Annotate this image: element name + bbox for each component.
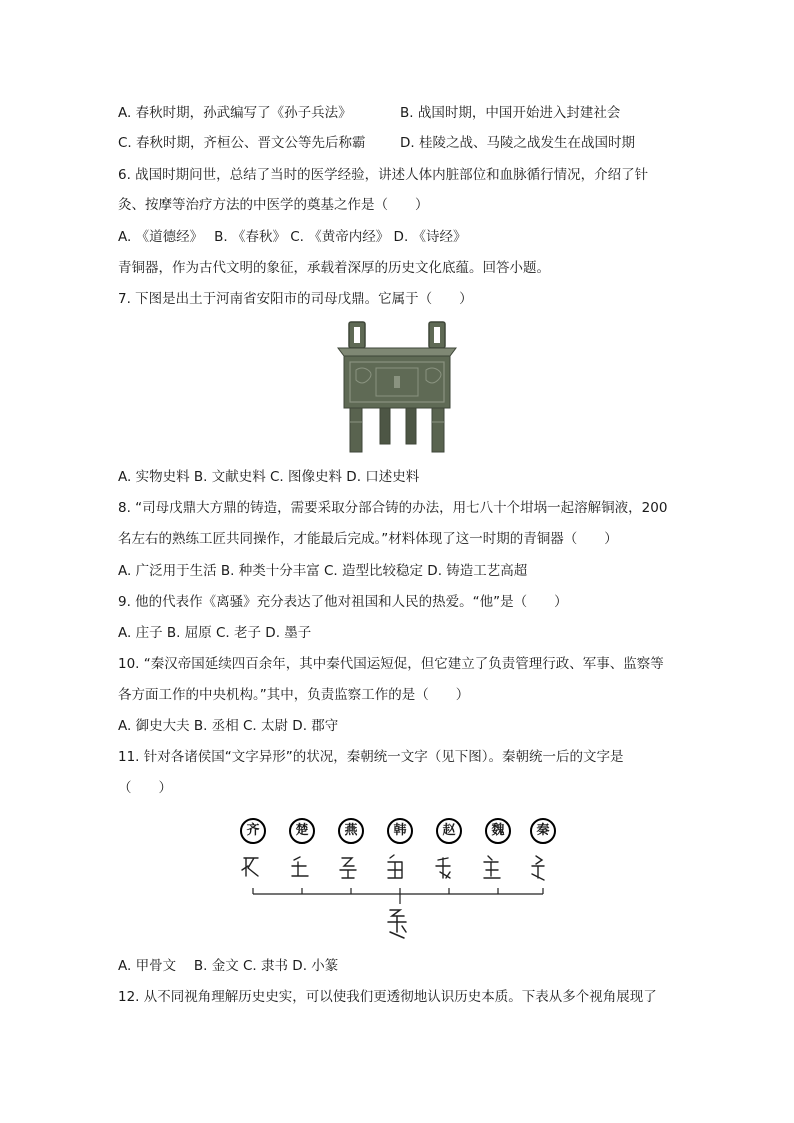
q8-stem-line1: 8. “司母戊鼎大方鼎的铸造，需要采取分部合铸的办法，用七八十个坩埚一起溶解铜液，200 [118, 500, 668, 516]
q7-stem: 7. 下图是出土于河南省安阳市的司母戊鼎。它属于（ ） [118, 291, 473, 307]
q5-option-b: B. 战国时期，中国开始进入封建社会 [400, 105, 621, 121]
ancient-script-glyphs [230, 848, 560, 948]
state-circle-han: 韩 [387, 818, 413, 844]
q10-options: A. 御史大夫 B. 丞相 C. 太尉 D. 郡守 [118, 718, 339, 734]
q6-options: A. 《道德经》 B. 《春秋》 C. 《黄帝内经》 D. 《诗经》 [118, 229, 467, 245]
simuwu-ding-image [334, 318, 460, 456]
section-intro: 青铜器，作为古代文明的象征，承载着深厚的历史文化底蕴。回答小题。 [118, 260, 550, 276]
state-circle-qin: 秦 [530, 818, 556, 844]
state-circle-yan: 燕 [338, 818, 364, 844]
q10-stem-line2: 各方面工作的中央机构。”其中，负责监察工作的是（ ） [118, 687, 470, 703]
q11-stem-line2: （ ） [118, 780, 172, 796]
q11-stem-line1: 11. 针对各诸侯国“文字异形”的状况，秦朝统一文字（见下图）。秦朝统一后的文字是 [118, 749, 624, 765]
q9-options: A. 庄子 B. 屈原 C. 老子 D. 墨子 [118, 625, 312, 641]
q10-stem-line1: 10. “秦汉帝国延续四百余年，其中秦代国运短促，但它建立了负责管理行政、军事、监察等 [118, 656, 664, 672]
state-circle-zhao: 赵 [436, 818, 462, 844]
q8-options: A. 广泛用于生活 B. 种类十分丰富 C. 造型比较稳定 D. 铸造工艺高超 [118, 563, 528, 579]
q5-option-a: A. 春秋时期，孙武编写了《孙子兵法》 [118, 105, 352, 121]
q12-stem: 12. 从不同视角理解历史史实，可以使我们更透彻地认识历史本质。下表从多个视角展现了 [118, 989, 657, 1005]
state-circle-chu: 楚 [289, 818, 315, 844]
q9-stem: 9. 他的代表作《离骚》充分表达了他对祖国和人民的热爱。“他”是（ ） [118, 594, 568, 610]
state-circle-qi: 齐 [240, 818, 266, 844]
state-circle-wei: 魏 [485, 818, 511, 844]
q6-stem-line1: 6. 战国时期问世，总结了当时的医学经验，讲述人体内脏部位和血脉循行情况，介绍了针 [118, 167, 649, 183]
q6-stem-line2: 灸、按摩等治疗方法的中医学的奠基之作是（ ） [118, 197, 429, 213]
q8-stem-line2: 名左右的熟练工匠共同操作，才能最后完成。”材料体现了这一时期的青铜器（ ） [118, 531, 618, 547]
q11-options: A. 甲骨文 B. 金文 C. 隶书 D. 小篆 [118, 958, 339, 974]
q7-options: A. 实物史料 B. 文献史料 C. 图像史料 D. 口述史料 [118, 469, 420, 485]
q5-option-d: D. 桂陵之战、马陵之战发生在战国时期 [400, 135, 635, 151]
q5-option-c: C. 春秋时期，齐桓公、晋文公等先后称霸 [118, 135, 366, 151]
